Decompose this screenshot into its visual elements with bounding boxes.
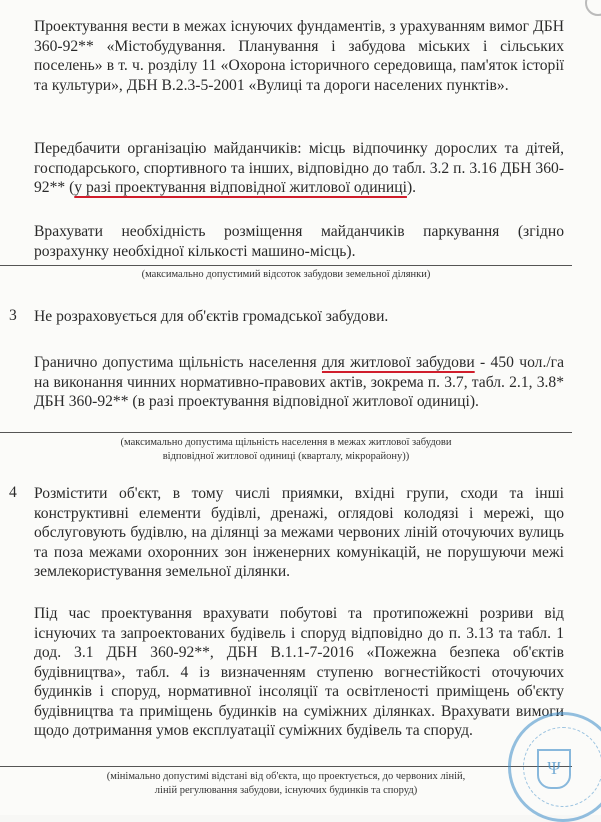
paragraph-density-end: - 450 чол./га на виконання чинних нормативно-правових актів, зокрема п. 3.7, табл. 2.1, 3.8* ДБН 360-92** (в разі проектування відповідної житлової одиниці). [34, 354, 564, 410]
underlined-phrase: для житлової забудови [321, 354, 475, 371]
divider-line [0, 432, 572, 433]
page-corner-mark [585, 0, 601, 16]
divider-line [0, 766, 572, 767]
paragraph-foundations: Проектування вести в межах існуючих фундаментів, з урахуванням вимог ДБН 360-92** «Містобудування. Планування і забудова міських і сільських поселень» в т. ч. розділу 11 «Охорона історичного середовища, пам'яток історії та культури», ДБН В.2.3-5-2001 «Вулиці та дороги населених пунктів». [34, 18, 564, 94]
paragraph-playgrounds-end: ). [406, 179, 417, 196]
caption-density-line2: відповідної житлової одиниці (кварталу, мікрорайону)) [162, 451, 410, 462]
caption-distances-line1: (мінімально допустимі відстані від об'єкта, що проектується, до червоних ліній, [106, 771, 466, 782]
official-stamp [508, 712, 601, 822]
paragraph-density-text: Гранично допустима щільність населення [34, 354, 322, 371]
trident-icon: Ψ [537, 749, 571, 789]
paragraph-not-calculated: Не розраховується для об'єктів громадської забудови. [34, 308, 389, 325]
caption-distances-line2: ліній регулювання забудови, існуючих будинків та споруд) [154, 785, 418, 796]
paragraph-playgrounds [34, 139, 564, 198]
paragraph-parking: Врахувати необхідність розміщення майданчиків паркування (згідно розрахунку необхідної кількості машино-місць). [34, 223, 564, 260]
item-number-4: 4 [9, 484, 17, 501]
paragraph-fire-distances: Під час проектування врахувати побутові та протипожежні розриви від існуючих та запроектованих будівель і споруд відповідно до п. 3.13 та табл. 1 дод. 3.1 ДБН 360-92**, ДБН В.1.1-7-2016 «Пожежна безпека об'єктів будівництва», табл. 4 із визначенням ступеню вогнестійкості оточуючих будинків і споруд, нормативної інсоляції та освітленості приміщень об'єкту будівництва та приміщень будинків на суміжних ділянках. Врахувати вимоги щодо дотримання умов експлуатації суміжних будівель та споруд. [34, 605, 564, 739]
caption-build-percentage: (максимально допустимий відсоток забудови земельної ділянки) [141, 269, 431, 280]
item-number-3: 3 [9, 307, 17, 324]
underlined-phrase: у разі проектування відповідної житлової одиниці [74, 179, 407, 196]
paragraph-density [34, 353, 564, 412]
paragraph-playgrounds-text: Передбачити організацію майданчиків: місць відпочинку дорослих та дітей, господарського, спортивного та інших, відповідно до табл. 3.2 п. 3.16 ДБН 360-92** ( [34, 140, 564, 196]
paragraph-placement: Розмістити об'єкт, в тому числі приямки, вхідні групи, сходи та інші конструктивні елементи будівлі, дренажі, оглядові колодязі і мережі, що обслуговують будівлю, на ділянці за межами червоних ліній оточуючих вулиць та поза межами охоронних зон інженерних комунікацій, не порушуючи межі землекористування земельної ділянки. [34, 485, 564, 580]
divider-line [0, 265, 572, 266]
caption-density-line1: (максимально допустима щільність населення в межах житлової забудови [120, 437, 452, 448]
